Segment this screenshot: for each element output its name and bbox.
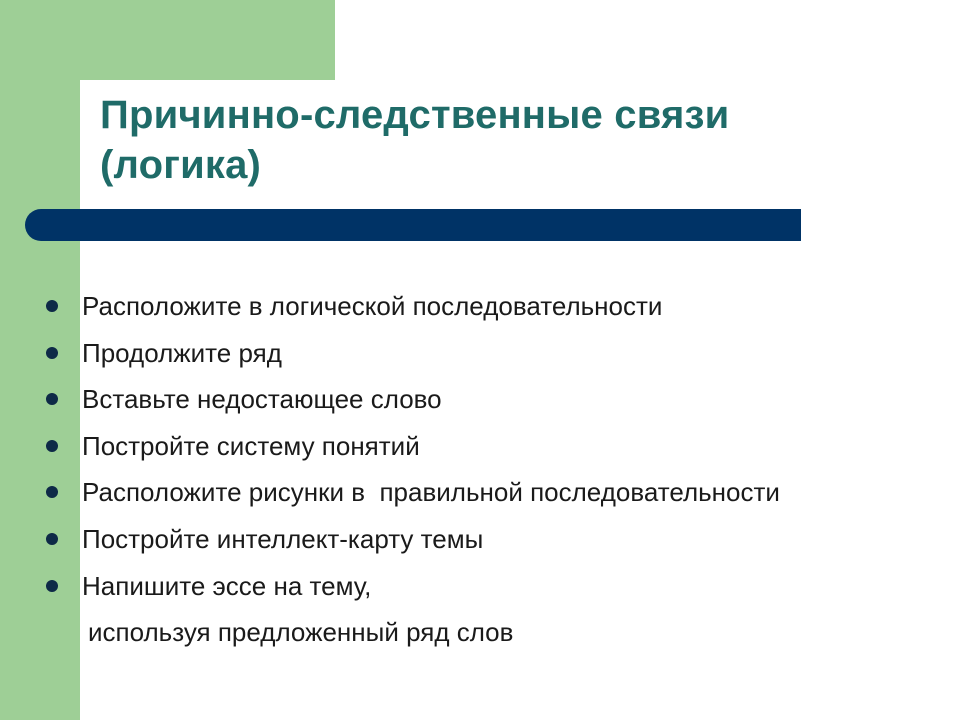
bullet-dot-icon	[46, 440, 58, 452]
slide-title-line-2: (логика)	[100, 143, 262, 187]
bullet-text: Вставьте недостающее слово	[82, 384, 442, 415]
bullet-text: Расположите в логической последовательности	[82, 291, 663, 321]
bullet-dot-icon	[46, 533, 58, 545]
bullet-dot-icon	[46, 300, 58, 312]
bullet-text: Расположите рисунки в правильной последовательности	[82, 477, 780, 508]
bullet-dot-icon	[46, 486, 58, 498]
bullet-item-insert-missing-word	[0, 376, 960, 423]
bullet-text: Постройте систему понятий	[82, 430, 420, 461]
bullet-item-build-concept-system	[0, 423, 960, 470]
bullet-list	[0, 283, 960, 656]
green-corner-block	[0, 0, 335, 80]
bullet-item-mind-map	[0, 516, 960, 563]
bullet-dot-icon	[46, 347, 58, 359]
slide-title	[100, 90, 920, 190]
bullet-text: Напишите эссе на тему,	[82, 570, 372, 601]
bullet-text: Постройте интеллект-карту темы	[82, 523, 484, 554]
slide-title-line-1: Причинно-следственные связи	[100, 93, 730, 137]
bullet-continuation-text: используя предложенный ряд слов	[88, 617, 514, 648]
bullet-item-continue-series	[0, 330, 960, 377]
bullet-dot-icon	[46, 580, 58, 592]
bullet-continuation-line	[0, 609, 960, 656]
bullet-item-arrange-logical	[0, 283, 960, 330]
bullet-text: Продолжите ряд	[82, 337, 282, 368]
bullet-item-arrange-pictures	[0, 469, 960, 516]
bullet-item-write-essay	[0, 563, 960, 610]
title-underline-bar	[25, 209, 801, 241]
bullet-dot-icon	[46, 393, 58, 405]
